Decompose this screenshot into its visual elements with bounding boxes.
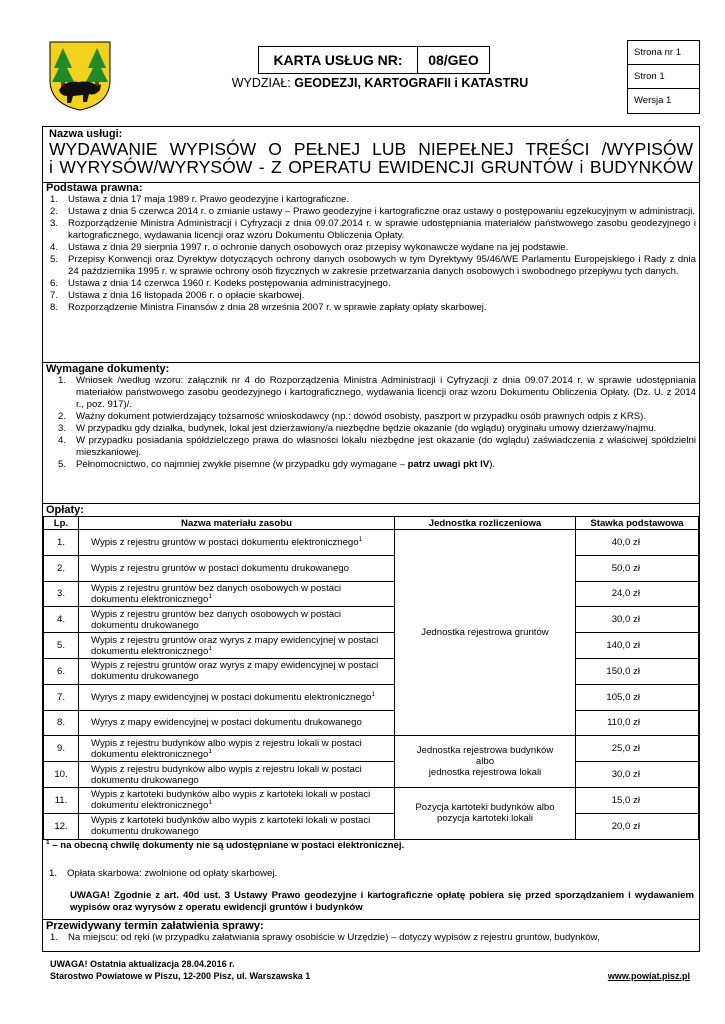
footnote-mark: 1 [208,592,212,600]
processing-time-section [46,920,696,944]
department [200,76,560,90]
list-item [46,194,696,206]
footnote-mark: 1 [371,690,376,698]
list-item [46,278,696,290]
divider [43,503,699,504]
fees-label: Opłaty: [46,504,84,516]
list-item-text: Rozporządzenie Ministra Administracji i Cyfryzacji z dnia 09.07.2014 r. w sprawie udostępniania materiałów państwowego zasobu geodezyjnego i kartograficznego, wydawania licencji oraz wzoru Dokumentu Obliczenia Opłaty. [68,218,696,241]
list-item-text: W przypadku posiadania spółdzielczego prawa do własności lokalu niezbędne jest okazanie (do wglądu) zaświadczenia z właściwej spółdzielni mieszkaniowej. [76,435,696,458]
card-title-box [258,46,490,74]
fees-footnote [46,840,404,851]
row-lp: 6. [44,658,79,684]
row-unit [395,736,576,788]
list-item-text: Ustawa z dnia 29 sierpnia 1997 r. o ochronie danych osobowych oraz przepisy wykonawcze wydane na jej podstawie. [68,242,569,253]
legal-basis-label: Podstawa prawna: [46,182,143,194]
version: Wersja 1 [634,95,672,106]
row-lp: 11. [44,787,79,813]
list-item-text: Przepisy Konwencji oraz Dyrektyw dotyczących ochrony danych osobowych w tym Dyrektywy 95/46/WE Parlamentu Europejskiego i Rady z dnia 24 października 1995 r. w sprawie ochrony osób fizycznych w zakresie przetwarzania danych osobowych i swobodnego przepływu tych danych. [68,254,696,277]
fees-warning: UWAGA! Zgodnie z art. 40d ust. 3 Ustawy Prawo geodezyjne i kartograficzne opłatę pobiera się przed sporządzaniem i wydawaniem wypisów oraz wyrysów z operatu ewidencji gruntów i budynków [70,890,694,913]
row-price: 24,0 zł [576,581,699,607]
documents-section [46,363,696,471]
row-material-text: Wypis z rejestru gruntów bez danych osobowych w postaci dokumentu elektronicznego [91,582,341,605]
row-material-text: Wypis z rejestru gruntów w postaci dokumentu drukowanego [91,562,350,574]
service-title-line-1: WYDAWANIE WYPISÓW O PEŁNEJ LUB NIEPEŁNEJ TREŚCI /WYPISÓW [49,139,693,159]
list-item [46,206,696,218]
row-material-name [79,813,395,839]
footnote-mark: 1 [208,644,212,652]
row-material-text: Wypis z kartoteki budynków albo wypis z kartoteki lokali w postaci dokumentu elektronicznego [91,789,371,812]
list-item-text: Ustawa z dnia 14 czerwca 1960 r. Kodeks postępowania administracyjnego. [68,278,391,289]
list-item [46,254,696,278]
list-item-text: Ustawa z dnia 16 listopada 2006 r. o opłacie skarbowej. [68,290,305,301]
col-header-lp: Lp. [44,517,79,530]
unit-text: pozycja kartoteki lokali [437,813,533,825]
table-row [44,581,699,607]
list-item-text: Ustawa z dnia 17 maja 1989 r. Prawo geodezyjne i kartograficzne. [68,194,350,205]
list-item [54,423,696,435]
page-meta-box [627,40,700,114]
row-price: 150,0 zł [576,658,699,684]
footer [50,958,690,982]
row-lp: 7. [44,684,79,710]
row-material-text: Wyrys z mapy ewidencyjnej w postaci dokumentu elektronicznego [91,691,372,703]
table-row [44,658,699,684]
service-section [49,128,693,176]
list-item-number: 6. [50,278,59,289]
row-material-text: Wypis z rejestru gruntów w postaci dokumentu elektronicznego [91,536,359,548]
row-lp: 3. [44,581,79,607]
row-lp: 12. [44,813,79,839]
row-price: 30,0 zł [576,762,699,788]
row-material-text: Wypis z rejestru budynków albo wypis z rejestru lokali w postaci dokumentu elektronicznego [91,737,362,760]
list-item [54,459,696,471]
list-item-emphasis: patrz uwagi pkt IV [407,459,490,470]
list-item-text: Pełnomocnictwo, co najmniej zwykłe pisemne (w przypadku gdy wymagane – [76,459,408,470]
unit-text: jednostka rejestrowa lokali [428,767,542,779]
card-label: KARTA USŁUG NR: [259,47,418,73]
list-item-number: 5. [58,459,67,470]
row-lp: 2. [44,555,79,581]
list-item-number: 4. [58,435,67,446]
unit-text: Jednostka rejestrowa budynków [416,745,554,757]
service-title-line-2: i WYRYSÓW/WYRYSÓW - Z OPERATU EWIDENCJI GRUNTÓW i BUDYNKÓW [49,157,693,177]
footer-update-note: UWAGA! Ostatnia aktualizacja 28.04.2016 r. [50,959,235,969]
footer-website-link[interactable]: www.powiat.pisz.pl [607,971,690,981]
stamp-duty-text: Opłata skarbowa: zwolnione od opłaty skarbowej. [67,868,278,879]
row-material-name [79,787,395,813]
table-row [44,736,699,762]
row-unit [395,787,576,839]
unit-text: albo [475,756,495,768]
row-price: 140,0 zł [576,633,699,659]
footer-address: Starostwo Powiatowe w Piszu, 12-200 Pisz, ul. Warszawska 1 [50,971,311,981]
row-material-name [79,710,395,736]
table-row [44,607,699,633]
processing-time-item [46,932,696,944]
row-material-name [79,762,395,788]
footnote-mark: 1 [208,747,212,755]
row-price: 105,0 zł [576,684,699,710]
department-name: GEODEZJI, KARTOGRAFII i KATASTRU [294,76,529,90]
list-item-text: W przypadku gdy działka, budynek, lokal jest dzierżawiony/a niezbędne będzie okazanie (do wglądu) oryginału umowy dzierżawy/najmu. [76,423,657,434]
row-price: 25,0 zł [576,736,699,762]
list-item-number: 7. [50,290,59,301]
row-material-text: Wypis z rejestru gruntów oraz wyrys z mapy ewidencyjnej w postaci dokumentu elektronicznego [91,634,379,657]
row-material-text: Wypis z rejestru gruntów bez danych osobowych w postaci dokumentu drukowanego [91,608,341,631]
table-header-row [44,517,699,530]
row-price: 20,0 zł [576,813,699,839]
row-material-name [79,581,395,607]
fees-table [43,516,699,840]
row-unit [395,530,576,736]
row-material-text: Wypis z rejestru gruntów oraz wyrys z mapy ewidencyjnej w postaci dokumentu drukowanego [91,660,379,683]
unit-text: Pozycja kartoteki budynków albo [415,802,555,814]
legal-basis-section [46,182,696,314]
table-row [44,762,699,788]
row-material-text: Wyrys z mapy ewidencyjnej w postaci dokumentu drukowanego [91,717,362,729]
row-lp: 10. [44,762,79,788]
row-material-name [79,658,395,684]
table-row [44,633,699,659]
row-price: 15,0 zł [576,787,699,813]
table-row [44,813,699,839]
col-header-name: Nazwa materiału zasobu [79,517,395,530]
footnote-mark: 1 [358,535,363,543]
table-row [44,555,699,581]
list-item-number: 2. [50,206,59,217]
pages-total: Stron 1 [628,65,699,89]
footnote-mark: 1 [208,799,212,807]
row-price: 110,0 zł [576,710,699,736]
list-item [46,242,696,254]
documents-label: Wymagane dokumenty: [46,363,170,375]
footnote-mark: 1 [46,838,50,846]
row-material-name [79,633,395,659]
table-row [44,710,699,736]
legal-basis-list [46,194,696,314]
row-material-text: Wypis z kartoteki budynków albo wypis z kartoteki lokali w postaci dokumentu drukowanego [91,815,371,838]
row-material-name [79,530,395,556]
row-lp: 8. [44,710,79,736]
list-item-number: 3. [50,218,59,229]
row-price: 50,0 zł [576,555,699,581]
row-material-name [79,684,395,710]
list-item-number: 4. [50,242,59,253]
list-item-number: 1. [58,375,67,386]
list-item [46,218,696,242]
list-item-number: 2. [58,411,67,422]
table-row [44,530,699,556]
row-material-name [79,607,395,633]
list-item-tail: ). [489,459,496,470]
row-lp: 9. [44,736,79,762]
service-label: Nazwa usługi: [49,128,123,140]
table-row [44,684,699,710]
list-item-number: 1. [50,194,59,205]
list-item-text: Ustawa z dnia 5 czerwca 2014 r. o zmianie ustawy – Prawo geodezyjne i kartograficzne oraz ustawy o postępowaniu egzekucyjnym w administracji. [68,206,696,217]
card-number: 08/GEO [428,52,479,68]
list-item [54,375,696,411]
row-price: 30,0 zł [576,607,699,633]
row-lp: 1. [44,530,79,556]
list-item-text: Ważny dokument potwierdzający tożsamość wnioskodawcy (np.: dowód osobisty, paszport w przypadku osób prawnych odpis z KRS). [76,411,647,422]
stamp-duty-number: 1. [49,868,58,879]
table-row [44,787,699,813]
list-item-text: Rozporządzenie Ministra Finansów z dnia 28 września 2007 r. w sprawie zapłaty opłaty skarbowej. [68,302,487,313]
list-item-number: 5. [50,254,59,265]
main-content [42,126,700,952]
row-material-text: Wypis z rejestru budynków albo wypis z rejestru lokali w postaci dokumentu drukowanego [91,763,362,786]
list-item-number: 3. [58,423,67,434]
list-item [54,435,696,459]
coat-of-arms-logo [45,40,115,112]
documents-list [46,375,696,471]
row-lp: 4. [44,607,79,633]
processing-time-text: Na miejscu: od ręki (w przypadku załatwiania sprawy osobiście w Urzędzie) – dotyczy wypisów z rejestru gruntów, budynków, [68,932,600,943]
list-item [46,302,696,314]
row-lp: 5. [44,633,79,659]
processing-time-label: Przewidywany termin załatwienia sprawy: [46,920,264,932]
processing-time-number: 1. [50,932,59,943]
row-material-name [79,555,395,581]
list-item [54,411,696,423]
footnote-text: – na obecną chwilę dokumenty nie są udostępniane w postaci elektronicznej. [49,840,405,851]
list-item-text: Wniosek /według wzoru: załącznik nr 4 do Rozporządzenia Ministra Administracji i Cyfryzacji z dnia 09.07.2014 r. w sprawie udostępniania materiałów państwowego zasobu geodezyjnego i kartograficznego, wydawania licencji oraz wzoru Dokumentu Obliczenia Opłaty. (Dz. U. z 2014 r., poz. 917)/. [76,375,696,410]
col-header-unit: Jednostka rozliczeniowa [395,517,576,530]
stamp-duty-note [49,868,277,879]
list-item-number: 8. [50,302,59,313]
row-material-name [79,736,395,762]
list-item [46,290,696,302]
unit-text: Jednostka rejestrowa gruntów [421,627,549,639]
department-prefix: WYDZIAŁ: [231,76,295,90]
page-number: Strona nr 1 [628,41,699,65]
col-header-price: Stawka podstawowa [576,517,699,530]
row-price: 40,0 zł [576,530,699,556]
